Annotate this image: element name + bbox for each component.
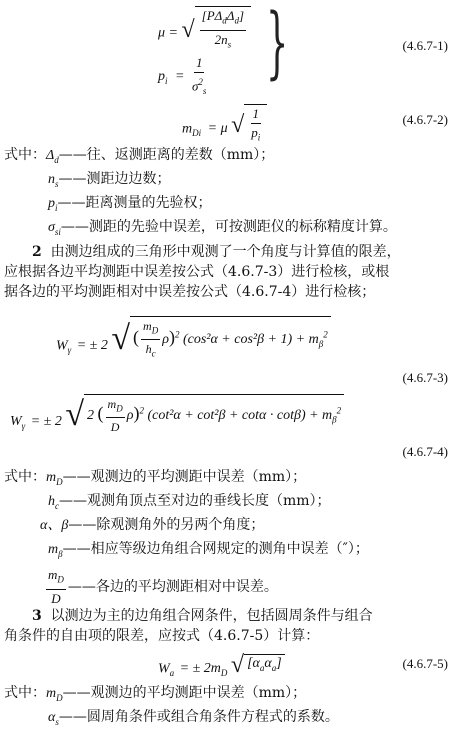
sqrt-symbol: √ $\frac{[P\Delta_d\Delta_d]}{2n_s}$	[181, 6, 251, 53]
definition-line: 式中：$m_D——$观测边的平均测距中误差（mm）；	[4, 469, 307, 487]
paragraph-2: 2 由测边组成的三角形中观测了一个角度与计算值的限差， 应根据各边平均测距中误差按公式（4.6.7-3）进行检核，或根 据各边的平均测距相对中误差按公式（4.6.7-4）进行检核；	[4, 244, 401, 300]
definition-line: $n_s——$测距边边数；	[48, 171, 171, 189]
equation-W-gamma-4: $W_\gamma$ = ± 2 √ 2 ( $\frac{m_D}{D}$ ρ)$^2$ $(\cot^2\alpha + \cot^2\beta + \cot\alpha \cdot \cot\beta) + m_\beta^2$	[10, 394, 344, 436]
eq-number-4: (4.6.7-4)	[402, 444, 448, 459]
definition-line: $\frac{m_D}{D}$ ——各边的平均测距相对中误差。	[48, 567, 278, 606]
eq-number-1: (4.6.7-1)	[402, 38, 448, 53]
equation-mD: $m_{Di} = \mu$ √ $\frac{1}{p_i}$	[182, 104, 267, 147]
eq-number-5: (4.6.7-5)	[402, 656, 448, 671]
definition-line: 式中：$m_D——$观测边的平均测距中误差（mm）；	[4, 685, 307, 703]
definition-line: $\sigma_{si}——$测距的先验中误差，可按测距仪的标称精度计算。	[48, 219, 397, 237]
definition-line: $p_i——$距离测量的先验权；	[48, 195, 212, 213]
paragraph-3: 3 以测边为主的边角组合网条件，包括圆周条件与组合 角条件的自由项的限差，应按式（4.6.7-5）计算：	[4, 608, 373, 644]
equation-W-gamma-3: $W_\gamma$ = ± 2 √ ( $\frac{m_D}{h_c}$ ρ)$^2$ $(\cos^2\alpha + \cos^2\beta + 1) + m_\beta^2$	[56, 316, 331, 363]
eq-number-3: (4.6.7-3)	[402, 370, 448, 385]
definition-line: $\alpha_s——$圆周角条件或组合角条件方程式的系数。	[48, 709, 339, 727]
definition-line: $m_\beta——$相应等级边角组合网规定的测角中误差（″）；	[48, 541, 369, 559]
equation-mu: μ = √ $\frac{[P\Delta_d\Delta_d]}{2n_s}$	[158, 6, 251, 53]
right-brace: }	[266, 0, 289, 88]
eq-number-2: (4.6.7-2)	[402, 112, 448, 127]
definition-line: $h_c——$观测角顶点至对边的垂线长度（mm）；	[48, 493, 331, 511]
definition-line: α、β——除观测角外的另两个角度；	[40, 517, 265, 533]
equation-p: $p_i$ = $\frac{1}{\sigma^2_s}$	[158, 55, 207, 96]
equation-W-a: $W_a$ = ± $2m_D$ √ $[\alpha_a\alpha_a]$	[158, 654, 285, 682]
definition-line: 式中：$\Delta_d——$往、返测距离的差数（mm）；	[4, 147, 275, 165]
